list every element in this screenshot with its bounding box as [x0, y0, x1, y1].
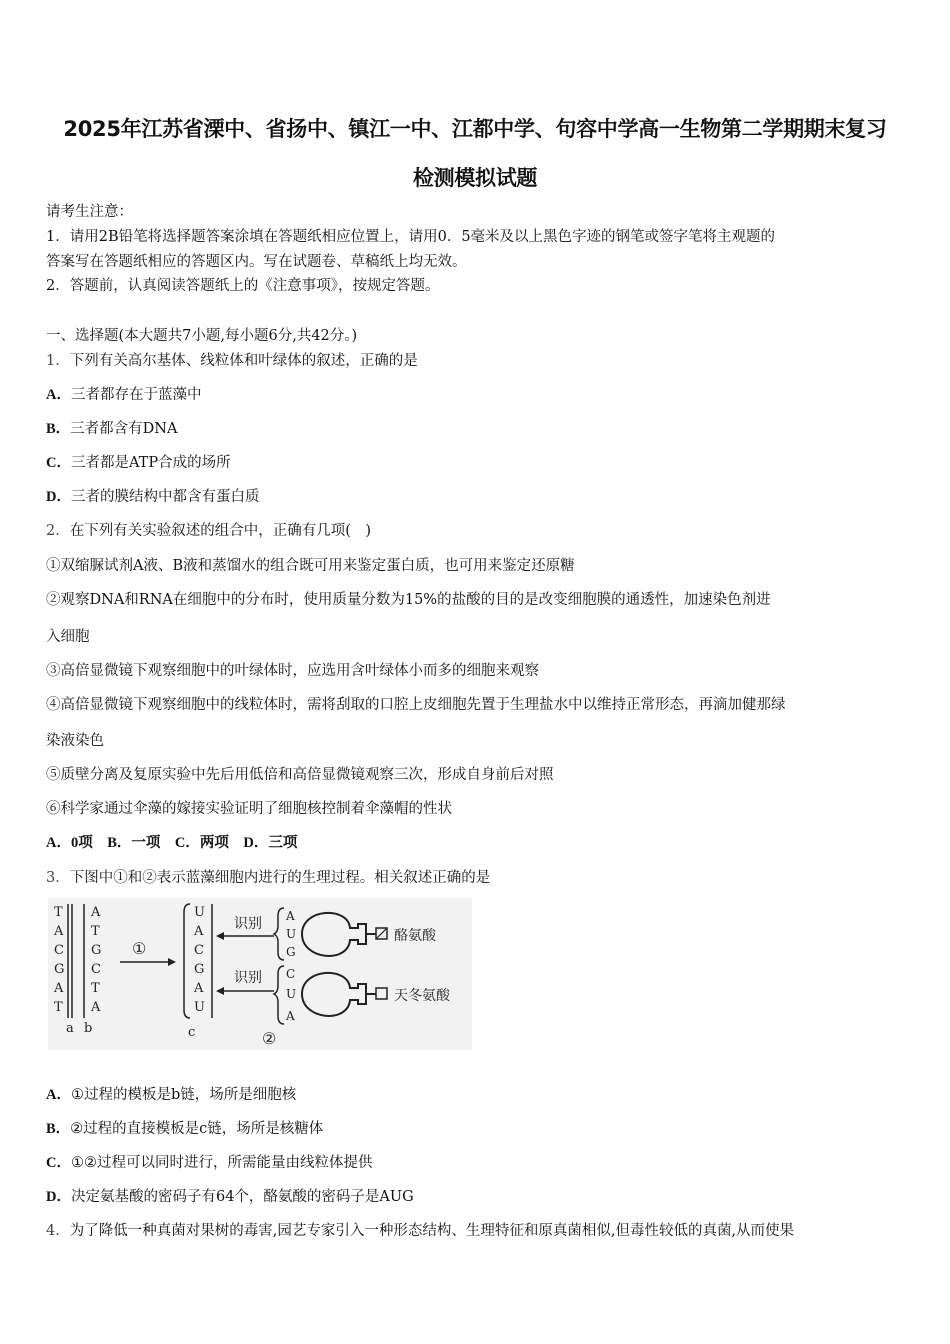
- question-number: 2．: [46, 523, 70, 539]
- base: G: [91, 943, 102, 958]
- amino-acid-1-label: 酪氨酸: [394, 928, 436, 944]
- question-2-statement: ①双缩脲试剂A液、B液和蒸馏水的组合既可用来鉴定蛋白质，也可用来鉴定还原糖: [46, 558, 575, 574]
- option-letter: A．: [46, 387, 71, 403]
- base: T: [54, 1000, 63, 1015]
- question-2-options: A．0项 B．一项 C．两项 D．三项: [46, 835, 298, 851]
- question-2-statement: ③高倍显微镜下观察细胞中的叶绿体时，应选用含叶绿体小而多的细胞来观察: [46, 663, 539, 679]
- option-text: ①过程的模板是b链，场所是细胞核: [70, 1087, 297, 1103]
- question-3-option-d: [46, 1187, 414, 1207]
- exam-title-line2: 检测模拟试题: [412, 166, 538, 190]
- question-1-option-b: [46, 419, 177, 439]
- anticodon-base: C: [286, 967, 296, 981]
- question-number: 3．: [46, 870, 70, 886]
- option-text: 三者都存在于蓝藻中: [70, 387, 202, 403]
- question-text: 在下列有关实验叙述的组合中，正确有几项( ): [69, 523, 372, 539]
- option-letter: C．: [46, 455, 71, 471]
- question-text: 下列有关高尔基体、线粒体和叶绿体的叙述，正确的是: [69, 353, 418, 369]
- question-1-option-c: [46, 453, 231, 473]
- option-text: ①②过程可以同时进行，所需能量由线粒体提供: [70, 1155, 373, 1171]
- question-number: 4．: [46, 1223, 70, 1239]
- anticodon-base: A: [286, 1009, 295, 1023]
- base: T: [54, 905, 63, 920]
- base: C: [91, 962, 101, 977]
- base: A: [91, 1000, 101, 1015]
- base: T: [91, 981, 100, 996]
- option-letter: D．: [46, 1189, 71, 1205]
- notice-heading: 请考生注意：: [46, 204, 133, 220]
- anticodon-base: G: [286, 945, 296, 959]
- option-letter: D．: [46, 489, 71, 505]
- question-2-stem: [46, 521, 371, 541]
- option-text: 决定氨基酸的密码子有64个，酪氨酸的密码子是AUG: [70, 1189, 414, 1205]
- question-2-statement: ④高倍显微镜下观察细胞中的线粒体时，需将刮取的口腔上皮细胞先置于生理盐水中以维持正常形态，再滴加健那绿: [46, 697, 786, 713]
- transcription-translation-figure: [48, 898, 472, 1050]
- base: T: [91, 924, 100, 939]
- process-2-label: ②: [262, 1029, 277, 1048]
- base: A: [54, 981, 64, 996]
- amino-acid-2-label: 天冬氨酸: [394, 988, 450, 1004]
- option-text: 三者都含有DNA: [70, 421, 178, 437]
- option-letter: C．: [46, 1155, 71, 1171]
- question-3-option-c: [46, 1153, 372, 1173]
- base: A: [91, 905, 101, 920]
- question-number: 1．: [46, 353, 70, 369]
- label-a: a: [66, 1021, 74, 1036]
- base: C: [54, 943, 64, 958]
- question-text: 为了降低一种真菌对果树的毒害,园艺专家引入一种形态结构、生理特征和原真菌相似,但毒性较低的真菌,从而使果: [69, 1223, 795, 1239]
- anticodon-base: A: [286, 909, 295, 923]
- question-1-option-d: [46, 487, 259, 507]
- base: A: [194, 981, 204, 996]
- question-1-option-a: [46, 385, 201, 405]
- option-text: 三者的膜结构中都含有蛋白质: [70, 489, 260, 505]
- option-letter: A．: [46, 1087, 71, 1103]
- base: U: [194, 1000, 205, 1015]
- question-2-statement: ②观察DNA和RNA在细胞中的分布时，使用质量分数为15%的盐酸的目的是改变细胞膜的通透性，加速染色剂进: [46, 592, 771, 608]
- question-2-statement: ⑤质壁分离及复原实验中先后用低倍和高倍显微镜观察三次，形成自身前后对照: [46, 767, 554, 783]
- label-b: b: [84, 1021, 93, 1036]
- question-2-statement: 入细胞: [46, 629, 90, 645]
- notice-item: 2．答题前，认真阅读答题纸上的《注意事项》，按规定答题。: [46, 278, 440, 294]
- question-2-statement: ⑥科学家通过伞藻的嫁接实验证明了细胞核控制着伞藻帽的性状: [46, 801, 452, 817]
- base: G: [54, 962, 65, 977]
- process-1-label: ①: [132, 939, 147, 958]
- recognize-label-2: 识别: [234, 970, 262, 986]
- question-1-stem: [46, 351, 418, 371]
- section-heading: 一、选择题(本大题共7小题,每小题6分,共42分。): [46, 328, 358, 344]
- base: A: [194, 924, 204, 939]
- base: U: [194, 905, 205, 920]
- question-4-stem: [46, 1221, 794, 1241]
- base: G: [194, 962, 205, 977]
- anticodon-base: U: [286, 927, 297, 941]
- option-letter: B．: [46, 421, 71, 437]
- question-3-option-b: [46, 1119, 323, 1139]
- option-letter: B．: [46, 1121, 71, 1137]
- question-2-statement: 染液染色: [46, 733, 104, 749]
- question-3-stem: [46, 868, 490, 888]
- base: A: [54, 924, 64, 939]
- option-text: 三者都是ATP合成的场所: [70, 455, 231, 471]
- label-c: c: [188, 1025, 196, 1040]
- option-text: ②过程的直接模板是c链，场所是核糖体: [70, 1121, 324, 1137]
- question-3-option-a: [46, 1085, 296, 1105]
- question-text: 下图中①和②表示蓝藻细胞内进行的生理过程。相关叙述正确的是: [69, 870, 491, 886]
- base: C: [194, 943, 204, 958]
- notice-item: 答案写在答题纸相应的答题区内。写在试题卷、草稿纸上均无效。: [46, 254, 467, 270]
- notice-item: 1．请用2B铅笔将选择题答案涂填在答题纸相应位置上，请用0．5毫米及以上黑色字迹的钢笔或签字笔将主观题的: [46, 229, 776, 245]
- anticodon-base: U: [286, 987, 297, 1001]
- recognize-label-1: 识别: [234, 916, 262, 932]
- exam-title-line1: 2025年江苏省溧中、省扬中、镇江一中、江都中学、句容中学高一生物第二学期期末复习: [63, 117, 887, 141]
